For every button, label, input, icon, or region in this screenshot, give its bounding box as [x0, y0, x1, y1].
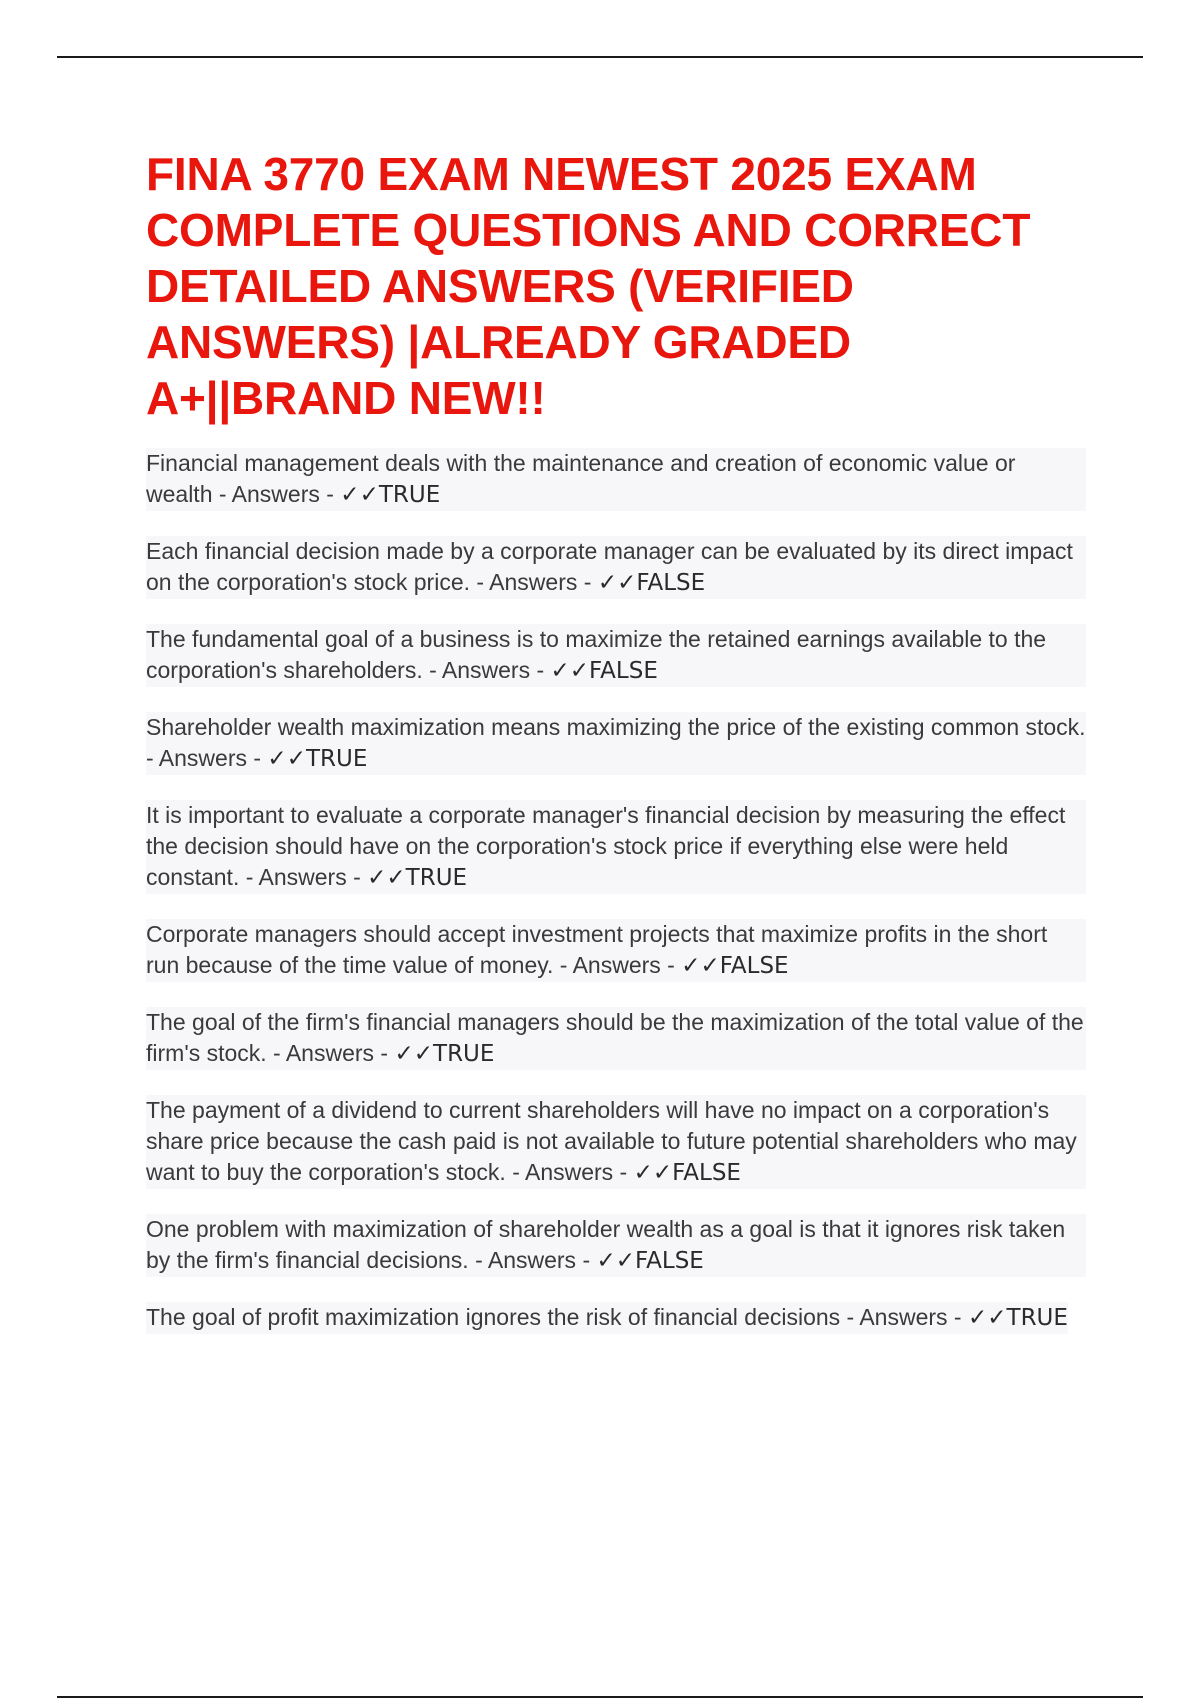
answer-text: ✓✓FALSE: [597, 570, 706, 596]
answer-text: ✓✓FALSE: [633, 1160, 741, 1186]
qa-list: [146, 448, 1086, 1334]
question-text: Corporate managers should accept investment projects that maximize profits in the short run because of the time value of money. - Answers -: [146, 921, 1048, 978]
question-text: Financial management deals with the maintenance and creation of economic value or wealth - Answers -: [146, 450, 1016, 507]
document-title: FINA 3770 EXAM NEWEST 2025 EXAM COMPLETE QUESTIONS AND CORRECT DETAILED ANSWERS (VERIFIED ANSWERS) |ALREADY GRADED A+||BRAND NEW!!: [146, 148, 1031, 424]
qa-item: [146, 448, 1086, 511]
question-text: The payment of a dividend to current shareholders will have no impact on a corporation's share price because the cash paid is not available to future potential shareholders who may want to buy the corporation's stock. - Answers -: [146, 1097, 1077, 1185]
answer-text: ✓✓TRUE: [967, 1305, 1068, 1331]
question-text: One problem with maximization of shareholder wealth as a goal is that it ignores risk taken by the firm's financial decisions. - Answers -: [146, 1216, 1066, 1273]
qa-item: [146, 624, 1086, 687]
qa-item: [146, 919, 1086, 982]
answer-text: ✓✓FALSE: [596, 1248, 704, 1274]
document-body: [146, 146, 1086, 1359]
qa-item: [146, 1302, 1068, 1334]
question-text: Each financial decision made by a corporate manager can be evaluated by its direct impact on the corporation's stock price. - Answers -: [146, 538, 1073, 595]
answer-text: ✓✓FALSE: [550, 658, 658, 684]
answer-text: ✓✓TRUE: [367, 865, 468, 891]
qa-item: [146, 536, 1086, 599]
answer-text: ✓✓TRUE: [340, 482, 441, 508]
answer-text: ✓✓FALSE: [681, 953, 789, 979]
qa-item: [146, 1095, 1086, 1189]
qa-item: [146, 712, 1086, 775]
question-text: The goal of the firm's financial managers should be the maximization of the total value of the firm's stock. - Answers -: [146, 1009, 1084, 1066]
top-rule: [57, 56, 1143, 58]
bottom-rule: [57, 1696, 1143, 1698]
question-text: The fundamental goal of a business is to maximize the retained earnings available to the corporation's shareholders. - Answers -: [146, 626, 1047, 683]
question-text: Shareholder wealth maximization means maximizing the price of the existing common stock. - Answers -: [146, 714, 1086, 771]
qa-item: [146, 1007, 1086, 1070]
question-text: It is important to evaluate a corporate manager's financial decision by measuring the effect the decision should have on the corporation's stock price if everything else were held constant. - Answers -: [146, 802, 1066, 890]
qa-item: [146, 1214, 1086, 1277]
answer-text: ✓✓TRUE: [394, 1041, 495, 1067]
question-text: The goal of profit maximization ignores the risk of financial decisions - Answers -: [146, 1304, 968, 1330]
answer-text: ✓✓TRUE: [267, 746, 368, 772]
qa-item: [146, 800, 1086, 894]
